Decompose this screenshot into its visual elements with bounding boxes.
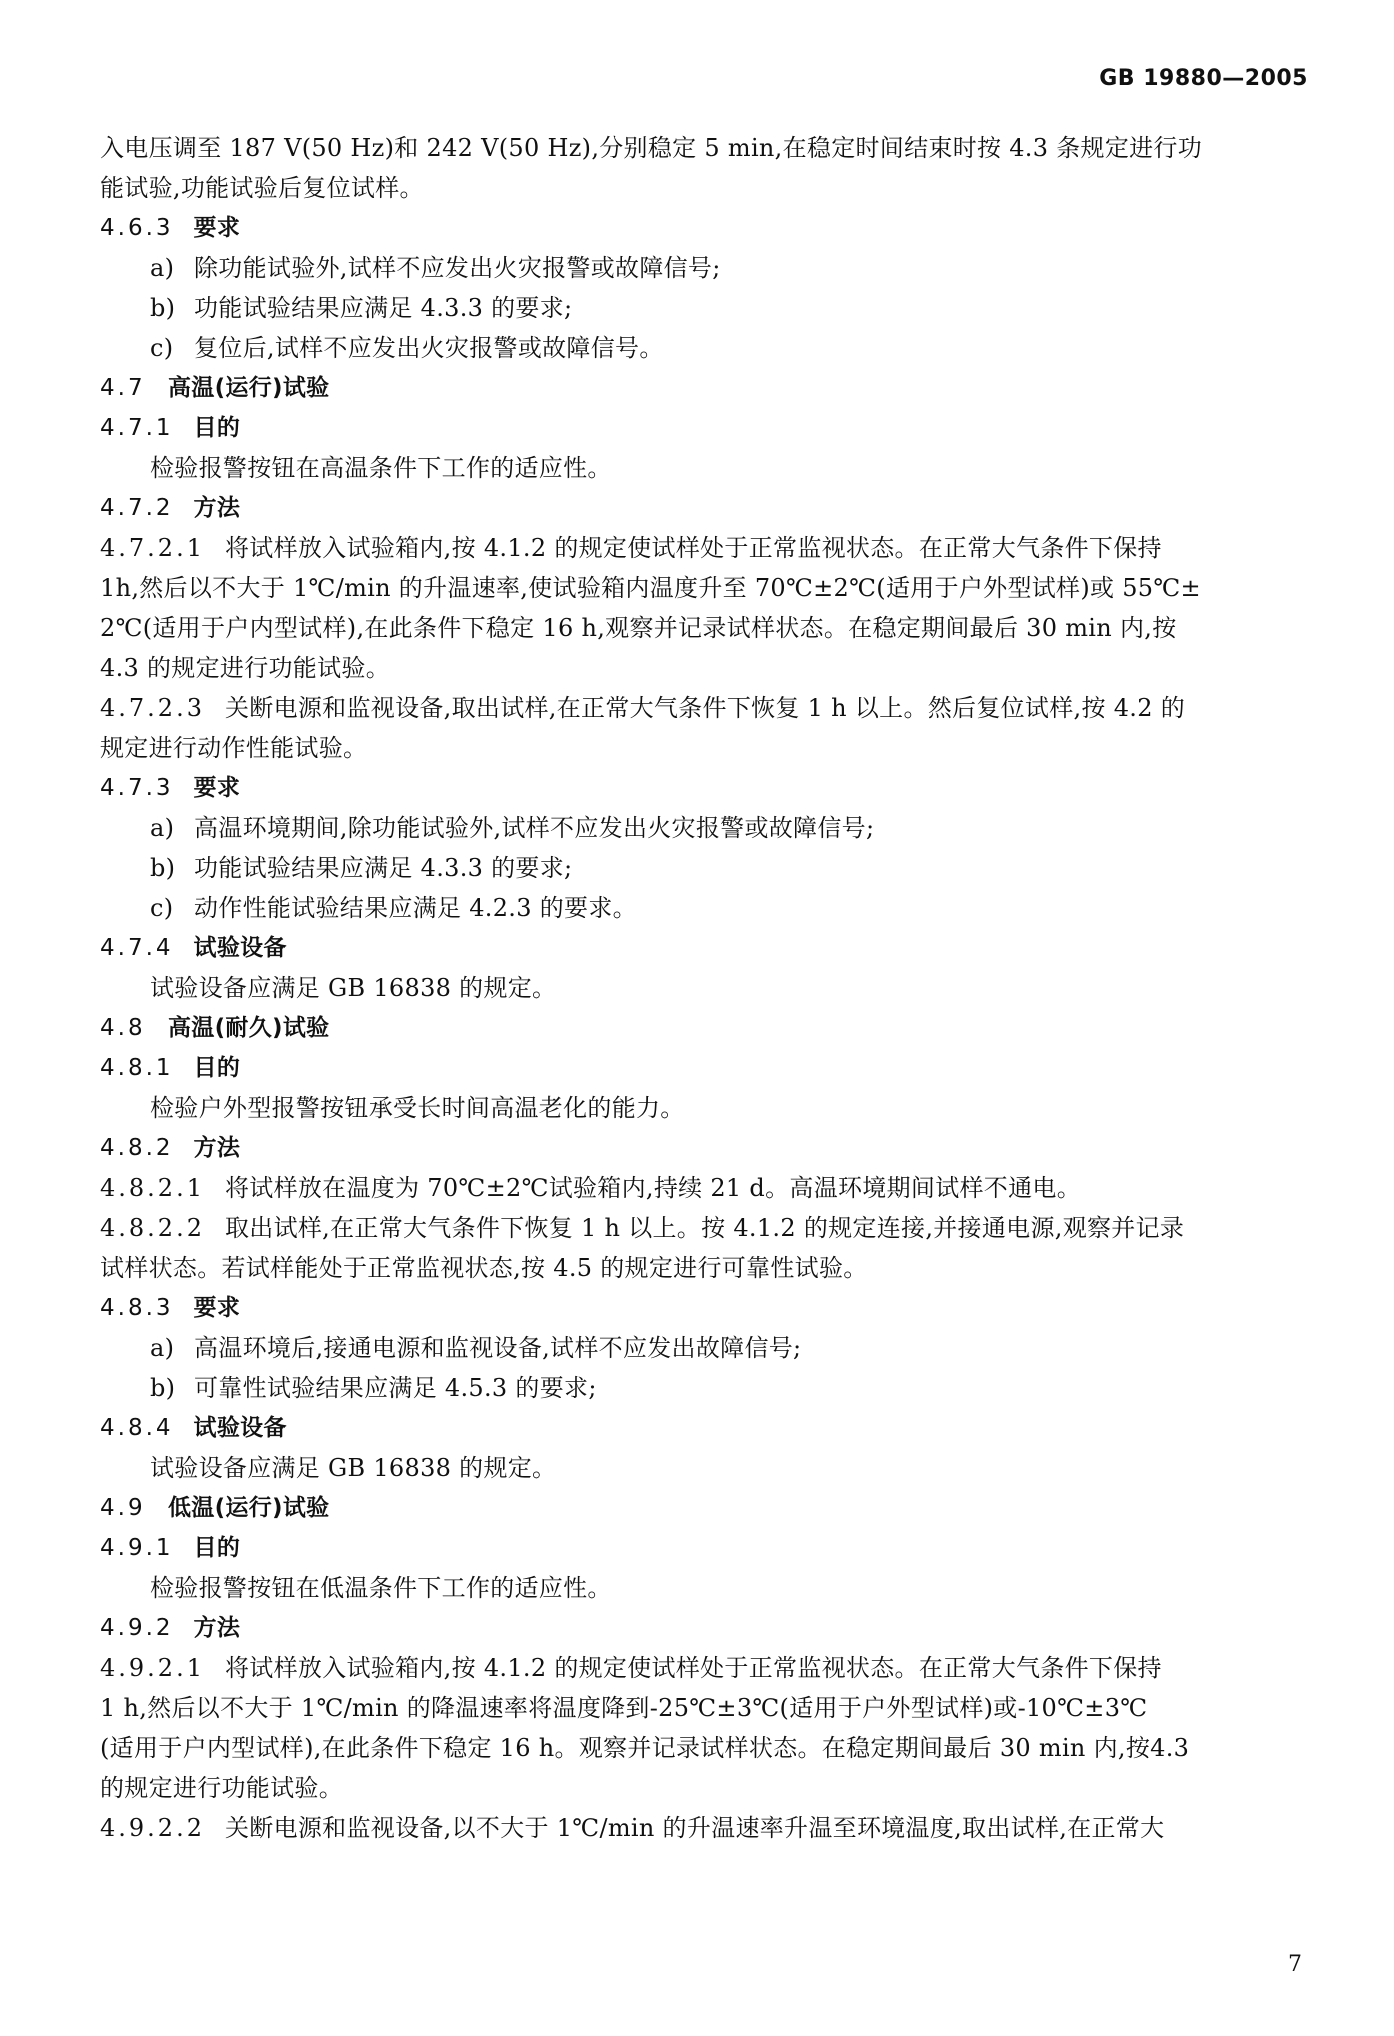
standard-number-header: GB 19880—2005	[1099, 66, 1308, 91]
clause-number: 4.8.2.2	[100, 1214, 205, 1242]
list-marker: a)	[150, 814, 175, 842]
list-item	[100, 288, 1315, 328]
clause-4-9-2-1-first-line	[100, 1648, 1315, 1688]
clause-title: 试验设备	[193, 1415, 287, 1441]
list-item-text: 复位后,试样不应发出火灾报警或故障信号。	[194, 334, 664, 362]
paragraph-line: 检验报警按钮在低温条件下工作的适应性。	[150, 1574, 612, 1602]
clause-number: 4.9.2.2	[100, 1814, 205, 1842]
list-item	[100, 848, 1315, 888]
list-item-text: 除功能试验外,试样不应发出火灾报警或故障信号;	[194, 254, 721, 282]
clause-title: 方法	[193, 1135, 241, 1161]
clause-4-8-2-1-line	[100, 1168, 1315, 1208]
paragraph-line: 检验报警按钮在高温条件下工作的适应性。	[150, 454, 612, 482]
list-item	[100, 328, 1315, 368]
clause-number: 4.7.2	[100, 495, 174, 521]
section-heading-4-7	[100, 368, 1315, 408]
clause-number: 4.6.3	[100, 215, 174, 241]
paragraph-line: 入电压调至 187 V(50 Hz)和 242 V(50 Hz),分别稳定 5 min,在稳定时间结束时按 4.3 条规定进行功	[100, 134, 1203, 162]
clause-heading-4-7-1	[100, 408, 1315, 448]
list-item-text: 可靠性试验结果应满足 4.5.3 的要求;	[194, 1374, 597, 1402]
section-number: 4.9	[100, 1495, 146, 1521]
paragraph-line: 的规定进行功能试验。	[100, 1774, 343, 1802]
clause-heading-4-6-3	[100, 208, 1315, 248]
paragraph-line: 1 h,然后以不大于 1℃/min 的降温速率将温度降到-25℃±3℃(适用于户外型试样)或-10℃±3℃	[100, 1694, 1148, 1722]
list-item-text: 功能试验结果应满足 4.3.3 的要求;	[194, 854, 573, 882]
list-marker: c)	[150, 334, 174, 362]
paragraph-line: (适用于户内型试样),在此条件下稳定 16 h。观察并记录试样状态。在稳定期间最后 30 min 内,按4.3	[100, 1734, 1190, 1762]
clause-number: 4.7.1	[100, 415, 174, 441]
clause-number: 4.9.1	[100, 1535, 174, 1561]
list-marker: b)	[150, 1374, 176, 1402]
clause-4-7-2-3-first-line	[100, 688, 1315, 728]
list-item-text: 高温环境期间,除功能试验外,试样不应发出火灾报警或故障信号;	[194, 814, 875, 842]
clause-text: 关断电源和监视设备,取出试样,在正常大气条件下恢复 1 h 以上。然后复位试样,按 4.2 的	[224, 694, 1185, 722]
paragraph-line: 检验户外型报警按钮承受长时间高温老化的能力。	[150, 1094, 685, 1122]
clause-number: 4.8.2.1	[100, 1174, 205, 1202]
list-item-text: 功能试验结果应满足 4.3.3 的要求;	[194, 294, 573, 322]
clause-heading-4-9-2	[100, 1608, 1315, 1648]
clause-number: 4.8.4	[100, 1415, 174, 1441]
clause-heading-4-9-1	[100, 1528, 1315, 1568]
list-item	[100, 1328, 1315, 1368]
paragraph-line: 1h,然后以不大于 1℃/min 的升温速率,使试验箱内温度升至 70℃±2℃(适用于户外型试样)或 55℃±	[100, 574, 1201, 602]
list-marker: c)	[150, 894, 174, 922]
list-item-text: 动作性能试验结果应满足 4.2.3 的要求。	[194, 894, 637, 922]
list-item	[100, 808, 1315, 848]
section-heading-4-9	[100, 1488, 1315, 1528]
clause-title: 目的	[193, 1535, 241, 1561]
clause-title: 目的	[193, 415, 241, 441]
clause-number: 4.9.2	[100, 1615, 174, 1641]
clause-text: 将试样放入试验箱内,按 4.1.2 的规定使试样处于正常监视状态。在正常大气条件下保持	[224, 1654, 1162, 1682]
clause-heading-4-8-2	[100, 1128, 1315, 1168]
clause-text: 将试样放入试验箱内,按 4.1.2 的规定使试样处于正常监视状态。在正常大气条件下保持	[224, 534, 1162, 562]
clause-heading-4-8-3	[100, 1288, 1315, 1328]
clause-number: 4.8.1	[100, 1055, 174, 1081]
section-number: 4.8	[100, 1015, 146, 1041]
clause-heading-4-8-4	[100, 1408, 1315, 1448]
clause-number: 4.7.3	[100, 775, 174, 801]
page-number: 7	[1288, 1952, 1302, 1977]
paragraph-line: 试样状态。若试样能处于正常监视状态,按 4.5 的规定进行可靠性试验。	[100, 1254, 868, 1282]
section-number: 4.7	[100, 375, 146, 401]
section-title: 高温(耐久)试验	[168, 1015, 330, 1041]
clause-heading-4-7-3	[100, 768, 1315, 808]
clause-title: 方法	[193, 495, 241, 521]
section-heading-4-8	[100, 1008, 1315, 1048]
clause-heading-4-7-4	[100, 928, 1315, 968]
list-item-text: 高温环境后,接通电源和监视设备,试样不应发出故障信号;	[194, 1334, 802, 1362]
list-item	[100, 248, 1315, 288]
paragraph-line: 能试验,功能试验后复位试样。	[100, 174, 424, 202]
section-title: 低温(运行)试验	[168, 1495, 330, 1521]
clause-4-9-2-2-first-line	[100, 1808, 1315, 1848]
list-marker: b)	[150, 854, 176, 882]
clause-text: 取出试样,在正常大气条件下恢复 1 h 以上。按 4.1.2 的规定连接,并接通电源,观察并记录	[224, 1214, 1185, 1242]
clause-number: 4.7.4	[100, 935, 174, 961]
clause-heading-4-8-1	[100, 1048, 1315, 1088]
list-item	[100, 1368, 1315, 1408]
clause-4-7-2-1-first-line	[100, 528, 1315, 568]
list-marker: a)	[150, 1334, 175, 1362]
clause-title: 目的	[193, 1055, 241, 1081]
clause-title: 试验设备	[193, 935, 287, 961]
paragraph-line: 试验设备应满足 GB 16838 的规定。	[150, 974, 557, 1002]
clause-title: 要求	[193, 215, 241, 241]
clause-number: 4.7.2.1	[100, 534, 205, 562]
page-body	[100, 128, 1315, 1848]
clause-heading-4-7-2	[100, 488, 1315, 528]
clause-number: 4.9.2.1	[100, 1654, 205, 1682]
clause-number: 4.8.2	[100, 1135, 174, 1161]
section-title: 高温(运行)试验	[168, 375, 330, 401]
clause-title: 方法	[193, 1615, 241, 1641]
paragraph-line: 规定进行动作性能试验。	[100, 734, 368, 762]
clause-title: 要求	[193, 775, 241, 801]
list-marker: b)	[150, 294, 176, 322]
clause-4-8-2-2-first-line	[100, 1208, 1315, 1248]
list-marker: a)	[150, 254, 175, 282]
clause-number: 4.8.3	[100, 1295, 174, 1321]
clause-text: 关断电源和监视设备,以不大于 1℃/min 的升温速率升温至环境温度,取出试样,在正常大	[224, 1814, 1165, 1842]
clause-number: 4.7.2.3	[100, 694, 205, 722]
clause-title: 要求	[193, 1295, 241, 1321]
paragraph-line: 2℃(适用于户内型试样),在此条件下稳定 16 h,观察并记录试样状态。在稳定期间最后 30 min 内,按	[100, 614, 1177, 642]
list-item	[100, 888, 1315, 928]
paragraph-line: 4.3 的规定进行功能试验。	[100, 654, 390, 682]
clause-text: 将试样放在温度为 70℃±2℃试验箱内,持续 21 d。高温环境期间试样不通电。	[224, 1174, 1081, 1202]
paragraph-line: 试验设备应满足 GB 16838 的规定。	[150, 1454, 557, 1482]
